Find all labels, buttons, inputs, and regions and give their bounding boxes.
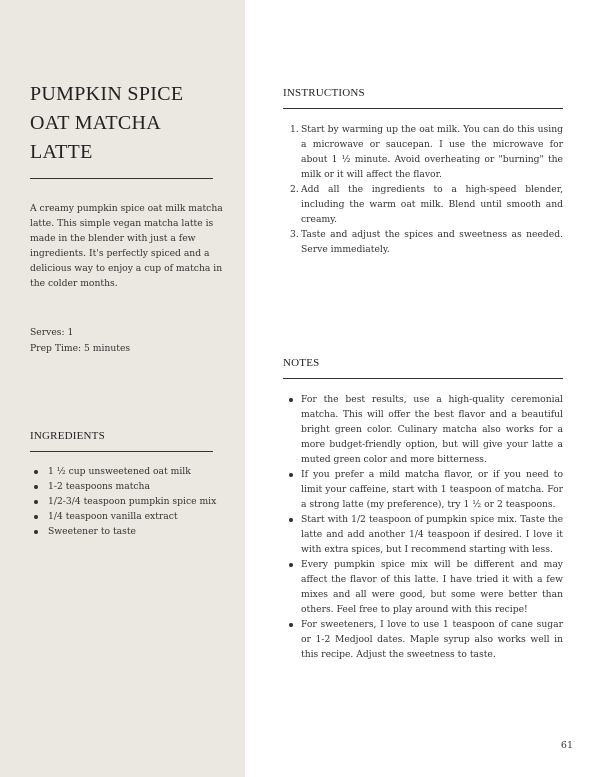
note-item: Every pumpkin spice mix will be different and may affect the flavor of this latte. I have tried it with a few mixes and all were good, but some were better than others. Feel free to play around with this recipe! [283,557,563,617]
ingredient-item: 1/4 teaspoon vanilla extract [30,509,225,524]
note-item: For sweeteners, I love to use 1 teaspoon of cane sugar or 1-2 Medjool dates. Maple syrup also works well in this recipe. Adjust the sweetness to taste. [283,617,563,662]
ingredient-item: 1-2 teaspoons matcha [30,479,225,494]
step-number: 1. [290,124,299,135]
note-item: If you prefer a mild matcha flavor, or if you need to limit your caffeine, start with 1 teaspoon of matcha. For a strong latte (my preference), try 1 ½ or 2 teaspoons. [283,467,563,512]
notes-list [283,392,563,662]
instruction-step [283,227,563,257]
instructions-divider [283,108,563,109]
ingredient-item: 1/2-3/4 teaspoon pumpkin spice mix [30,494,225,509]
note-item: For the best results, use a high-quality ceremonial matcha. This will offer the best flavor and a beautiful bright green color. Culinary matcha also works for a more budget-friendly option, but will give your latte a muted green color and more bitterness. [283,392,563,467]
step-number: 2. [290,184,299,195]
notes-divider [283,378,563,379]
ingredients-heading: INGREDIENTS [30,430,105,442]
recipe-meta [30,325,230,356]
prep-time: Prep Time: 5 minutes [30,342,131,354]
ingredient-item: 1 ½ cup unsweetened oat milk [30,464,225,479]
instructions-list [283,122,563,257]
title-divider [30,178,213,179]
recipe-title: PUMPKIN SPICE OAT MATCHA LATTE [30,83,184,163]
instruction-step [283,122,563,182]
page-number: 61 [560,740,573,751]
step-number: 3. [290,229,299,240]
step-text: Taste and adjust the spices and sweetness as needed. Serve immediately. [301,229,563,255]
serves: Serves: 1 [30,327,74,338]
note-item: Start with 1/2 teaspoon of pumpkin spice mix. Taste the latte and add another 1/4 teaspoon if desired. I love it with extra spices, but I recommend starting with less. [283,512,563,557]
instruction-step [283,182,563,227]
ingredients-list [30,464,225,539]
ingredient-item: Sweetener to taste [30,524,225,539]
instructions-heading: INSTRUCTIONS [283,87,365,99]
ingredients-divider [30,451,213,452]
step-text: Start by warming up the oat milk. You can do this using a microwave or saucepan. I use the microwave for about 1 ½ minute. Avoid overheating or "burning" the milk or it will affect the flavor. [301,124,563,180]
step-text: Add all the ingredients to a high-speed blender, including the warm oat milk. Blend until smooth and creamy. [301,184,563,225]
recipe-intro: A creamy pumpkin spice oat milk matcha latte. This simple vegan matcha latte is made in the blender with just a few ingredients. It's perfectly spiced and a delicious way to enjoy a cup of matcha in the colder months. [30,203,223,289]
notes-heading: NOTES [283,357,320,369]
